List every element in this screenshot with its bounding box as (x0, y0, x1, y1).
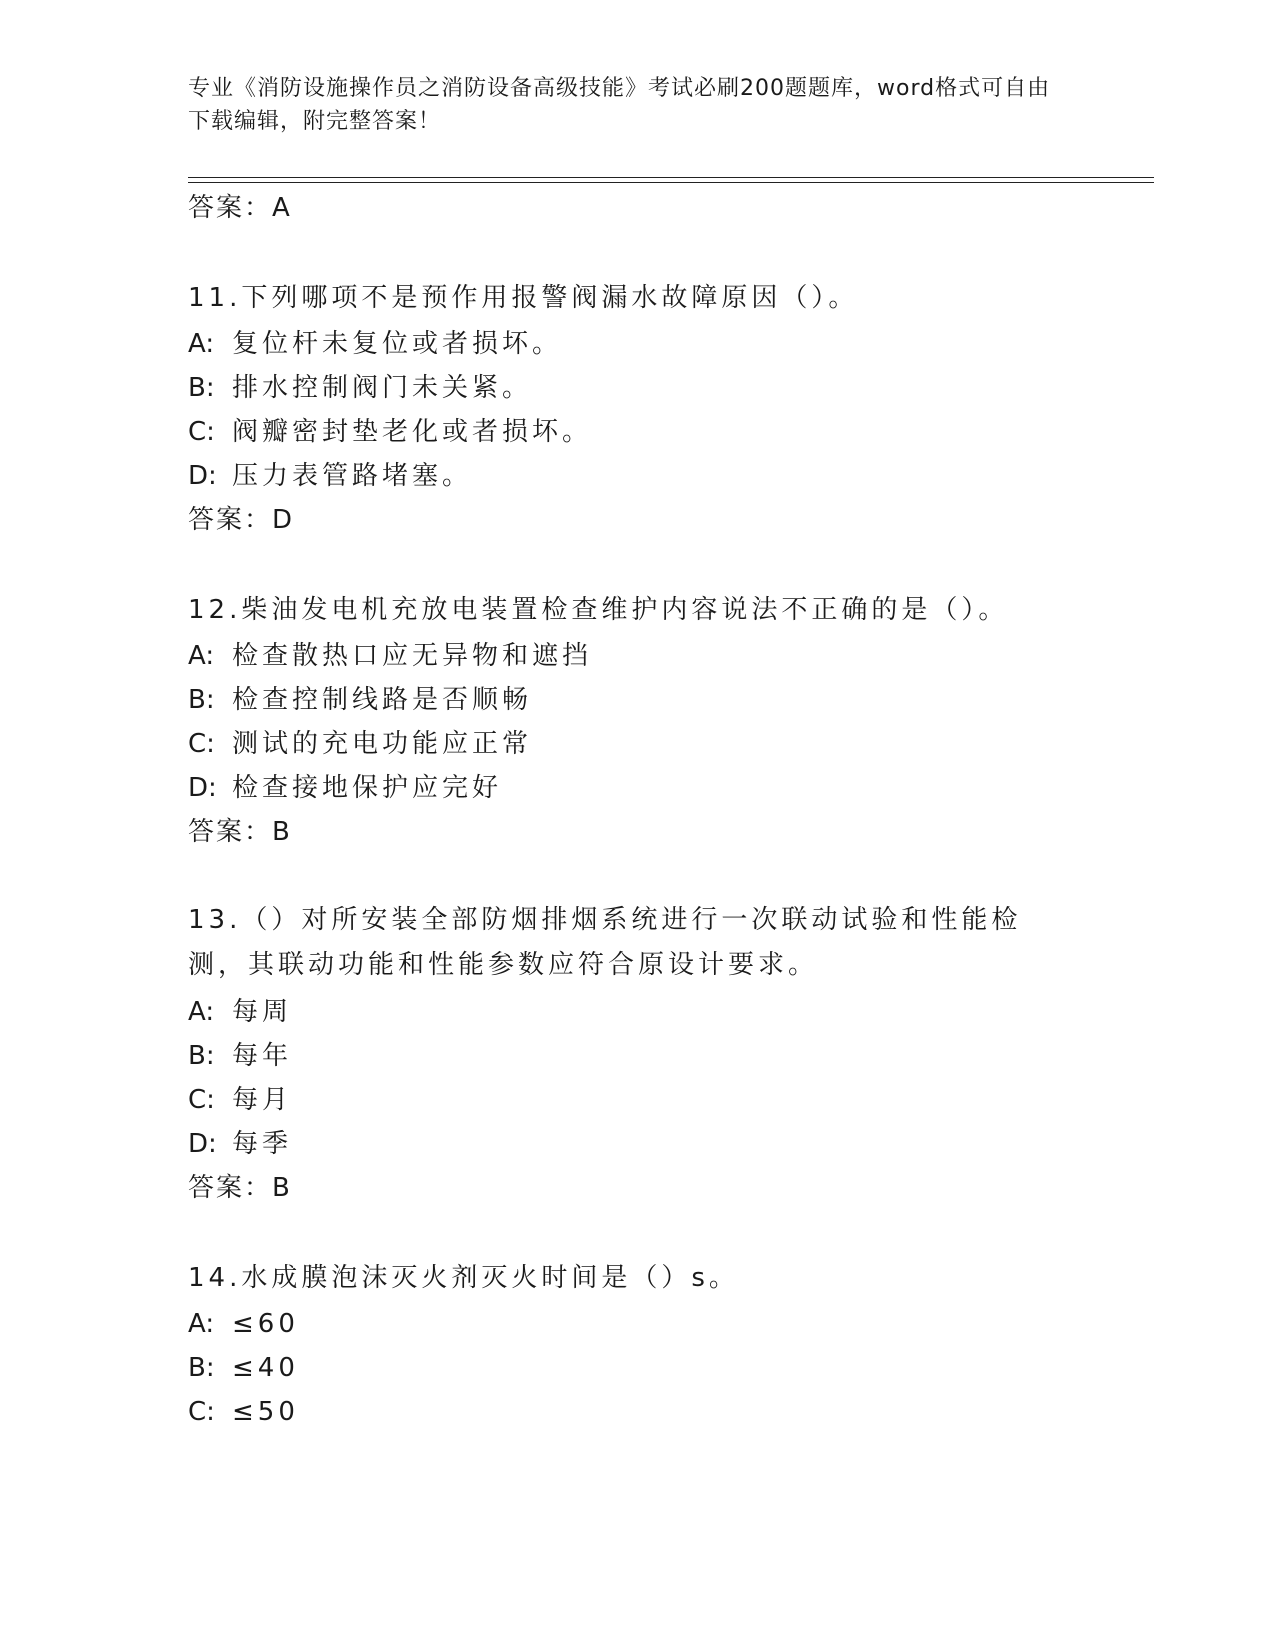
option-text: 检查接地保护应完好 (232, 773, 503, 803)
option-text: 每季 (232, 1129, 293, 1159)
option-letter: D: (188, 1129, 217, 1159)
option-letter: A: (188, 1309, 215, 1339)
answer-value: D (272, 505, 293, 535)
option-letter: D: (188, 773, 217, 803)
option-b (188, 371, 532, 405)
option-letter: C: (188, 1085, 215, 1115)
answer-line (188, 815, 290, 849)
option-d (188, 771, 502, 805)
option-text: 每年 (232, 1041, 293, 1071)
option-letter: A: (188, 997, 215, 1027)
option-a (188, 639, 592, 673)
option-letter: B: (188, 1041, 215, 1071)
option-d (188, 1127, 292, 1161)
header-rule-bottom (188, 182, 1154, 183)
answer-value: A (272, 193, 290, 223)
option-a (188, 1307, 299, 1341)
option-text: 排水控制阀门未关紧。 (232, 373, 533, 403)
option-b (188, 1039, 292, 1073)
option-text: 每月 (232, 1085, 293, 1115)
option-b (188, 683, 532, 717)
answer-label: 答案： (188, 1173, 273, 1203)
option-letter: A: (188, 641, 215, 671)
answer-line (188, 191, 290, 225)
option-letter: B: (188, 685, 215, 715)
answer-label: 答案： (188, 817, 273, 847)
header-rule-top (188, 177, 1154, 178)
option-text: 压力表管路堵塞。 (232, 461, 473, 491)
option-text: ≤50 (232, 1397, 299, 1427)
option-c (188, 1083, 292, 1117)
option-letter: C: (188, 729, 215, 759)
option-letter: A: (188, 329, 215, 359)
option-text: ≤40 (232, 1353, 299, 1383)
answer-value: B (272, 817, 290, 847)
option-letter: C: (188, 417, 215, 447)
option-a (188, 995, 292, 1029)
option-text: 阀瓣密封垫老化或者损坏。 (232, 417, 593, 447)
document-header: 专业《消防设施操作员之消防设备高级技能》考试必刷200题题库，word格式可自由下载编辑，附完整答案！ (188, 76, 1051, 134)
option-letter: B: (188, 1353, 215, 1383)
option-text: ≤60 (232, 1309, 299, 1339)
option-b (188, 1351, 299, 1385)
question-text: 14.水成膜泡沫灭火剂灭火时间是（）s。 (188, 1263, 739, 1293)
option-text: 检查控制线路是否顺畅 (232, 685, 533, 715)
option-a (188, 327, 562, 361)
option-d (188, 459, 472, 493)
option-c (188, 727, 532, 761)
option-c (188, 1395, 299, 1429)
answer-label: 答案： (188, 193, 273, 223)
option-text: 复位杆未复位或者损坏。 (232, 329, 563, 359)
answer-value: B (272, 1173, 290, 1203)
option-letter: C: (188, 1397, 215, 1427)
option-letter: D: (188, 461, 217, 491)
answer-line (188, 503, 292, 537)
option-c (188, 415, 592, 449)
option-text: 每周 (232, 997, 293, 1027)
option-text: 测试的充电功能应正常 (232, 729, 533, 759)
question-text: 11.下列哪项不是预作用报警阀漏水故障原因（）。 (188, 283, 859, 313)
question-text: 12.柴油发电机充放电装置检查维护内容说法不正确的是（）。 (188, 595, 1009, 625)
answer-line (188, 1171, 290, 1205)
question-text: 13.（）对所安装全部防烟排烟系统进行一次联动试验和性能检测，其联动功能和性能参数应符合原设计要求。 (188, 905, 1022, 980)
option-text: 检查散热口应无异物和遮挡 (232, 641, 593, 671)
answer-label: 答案： (188, 505, 273, 535)
option-letter: B: (188, 373, 215, 403)
